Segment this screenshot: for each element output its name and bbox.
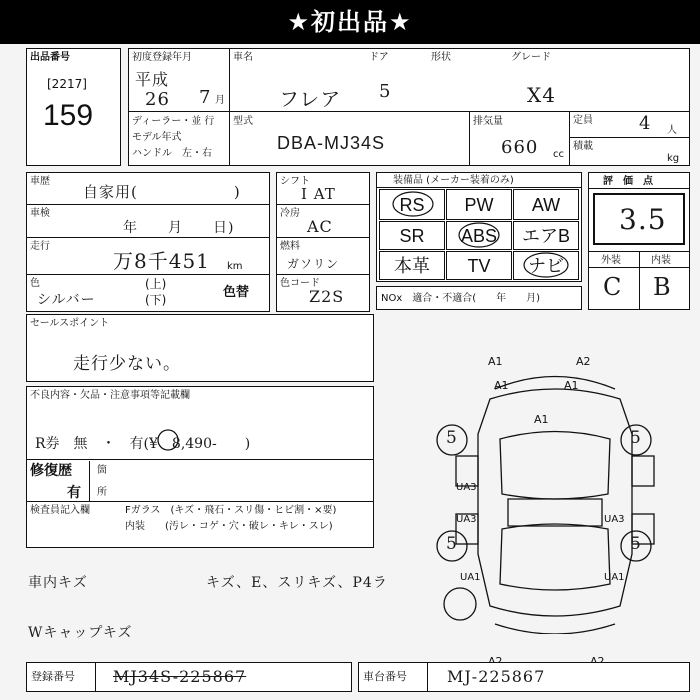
color-code-label: 色コード bbox=[280, 278, 320, 289]
banner-title: ★初出品★ bbox=[0, 0, 700, 44]
spec-box bbox=[276, 172, 370, 312]
defects-box bbox=[26, 386, 374, 548]
grade-value: X4 bbox=[527, 83, 556, 107]
capacity-label: 定員 bbox=[573, 115, 593, 126]
lot-label: 出品番号 bbox=[30, 52, 70, 63]
inspector-glass: Fガラス (キズ・飛石・スリ傷・ヒビ割・×要) bbox=[125, 505, 337, 516]
equip-airbag: エアB bbox=[521, 226, 570, 246]
displacement-value: 660 bbox=[501, 137, 539, 158]
auction-sheet bbox=[0, 44, 700, 700]
score-label: 評 価 点 bbox=[603, 176, 653, 187]
equip-tv: TV bbox=[467, 256, 491, 276]
equip-leather: 本革 bbox=[394, 256, 430, 276]
map-mark-2: A2 bbox=[576, 355, 591, 368]
equip-aw: AW bbox=[531, 195, 561, 215]
map-mark-10: UA3 bbox=[604, 514, 625, 525]
handle-label: ハンドル 左・右 bbox=[132, 148, 212, 159]
history-value: 自家用( ) bbox=[83, 183, 241, 201]
map-mark-3: A1 bbox=[494, 379, 509, 392]
sales-point-box bbox=[26, 314, 374, 382]
exterior-grade: C bbox=[603, 273, 623, 301]
color-down: (下) bbox=[145, 293, 167, 307]
history-box bbox=[26, 172, 270, 312]
interior-grade: B bbox=[653, 273, 672, 301]
map-mark-8: UA3 bbox=[456, 482, 477, 493]
reg-month-unit: 月 bbox=[215, 95, 225, 106]
note-line-1: 車内キズ bbox=[28, 575, 88, 591]
color-label: 色 bbox=[30, 278, 40, 289]
grade-label: グレード bbox=[511, 52, 551, 63]
inspector-label: 検査員記入欄 bbox=[30, 505, 90, 516]
chassis-label: 車台番号 bbox=[363, 670, 407, 683]
nox-label: NOx 適合・不適合( 年 月) bbox=[381, 293, 541, 304]
wheel-front-left: 5 bbox=[446, 428, 458, 448]
shift-label: シフト bbox=[280, 176, 310, 187]
fuel-label: 燃料 bbox=[280, 241, 300, 252]
map-mark-1: A1 bbox=[488, 355, 503, 368]
car-name-label: 車名 bbox=[233, 52, 253, 63]
sales-point-label: セールスポイント bbox=[30, 318, 110, 329]
color-value: シルバー bbox=[37, 292, 96, 308]
reg-number-label: 登録番号 bbox=[31, 670, 75, 683]
equip-pw: PW bbox=[464, 195, 494, 215]
load-label: 積載 bbox=[573, 141, 593, 152]
history-label: 車歴 bbox=[30, 176, 50, 187]
mileage-unit: km bbox=[227, 261, 243, 272]
repair-label: 修復歴 bbox=[30, 463, 72, 479]
reg-year: 26 bbox=[145, 89, 170, 110]
reg-number-value: MJ34S-225867 bbox=[113, 667, 247, 686]
nox-box bbox=[376, 286, 582, 310]
capacity-unit: 人 bbox=[667, 125, 677, 136]
equip-navi: ナビ bbox=[528, 256, 564, 276]
repair-option-1: 箇 bbox=[97, 465, 107, 476]
capacity-value: 4 bbox=[639, 113, 652, 134]
map-mark-12: UA1 bbox=[604, 572, 625, 583]
map-mark-5: A1 bbox=[564, 379, 579, 392]
map-mark-11: UA1 bbox=[460, 572, 481, 583]
map-mark-4: A1 bbox=[534, 413, 549, 426]
wheel-rear-right: 5 bbox=[630, 534, 642, 554]
inspection-label: 車検 bbox=[30, 208, 50, 219]
repair-option-2: 所 bbox=[97, 487, 107, 498]
type-value: DBA-MJ34S bbox=[277, 133, 386, 153]
chassis-box bbox=[358, 662, 690, 692]
note-line-2: Wキャップキズ bbox=[28, 625, 133, 641]
reg-number-box bbox=[26, 662, 352, 692]
equipment-box bbox=[376, 172, 582, 282]
color-code-value: Z2S bbox=[309, 287, 345, 306]
model-year-label: モデル年式 bbox=[132, 132, 182, 143]
note-line-1b: キズ、E、スリキズ、P4ラ bbox=[206, 575, 388, 591]
equip-sr: SR bbox=[399, 226, 425, 246]
ac-label: 冷房 bbox=[280, 208, 300, 219]
inspection-value: 年 月 日) bbox=[123, 220, 235, 236]
inspector-interior: 内装 (汚レ・コゲ・穴・破レ・キレ・スレ) bbox=[125, 521, 333, 532]
repair-value: 有 bbox=[67, 485, 81, 501]
type-label: 型式 bbox=[233, 116, 253, 127]
wheel-front-right: 5 bbox=[630, 428, 642, 448]
equip-abs: ABS bbox=[460, 226, 498, 246]
color-up: (上) bbox=[145, 277, 167, 291]
interior-label: 内装 bbox=[651, 255, 671, 266]
load-unit: kg bbox=[667, 153, 680, 164]
mileage-value: 万8千451 bbox=[113, 249, 210, 273]
score-value: 3.5 bbox=[619, 203, 667, 236]
lot-code: [2217] bbox=[47, 77, 87, 91]
wheel-rear-left: 5 bbox=[446, 534, 458, 554]
mileage-label: 走行 bbox=[30, 241, 50, 252]
ac-value: AC bbox=[307, 217, 333, 236]
lot-box bbox=[26, 48, 121, 166]
reg-month: 7 bbox=[199, 87, 212, 108]
vehicle-info-box bbox=[128, 48, 690, 166]
reg-date-label: 初度登録年月 bbox=[132, 52, 192, 63]
equip-rs: RS bbox=[399, 195, 425, 215]
equipment-title: 装備品 (メーカー装着のみ) bbox=[393, 175, 514, 186]
door-label: ドア bbox=[369, 52, 389, 63]
lot-number: 159 bbox=[43, 99, 94, 132]
displacement-label: 排気量 bbox=[473, 116, 503, 127]
sales-point-text: 走行少ない。 bbox=[73, 354, 181, 374]
exterior-label: 外装 bbox=[601, 255, 621, 266]
shift-value: I AT bbox=[301, 185, 336, 203]
displacement-unit: cc bbox=[553, 149, 564, 160]
shape-label: 形状 bbox=[431, 52, 451, 63]
defects-label: 不良内容・欠品・注意事項等記載欄 bbox=[30, 390, 190, 401]
equipment-circles bbox=[377, 173, 583, 283]
recycle-fee: R券 無 ・ 有(¥ 8,490- ) bbox=[35, 436, 251, 452]
chassis-value: MJ-225867 bbox=[447, 667, 546, 686]
car-name: フレア bbox=[279, 87, 342, 111]
map-mark-9: UA3 bbox=[456, 514, 477, 525]
score-box bbox=[588, 172, 690, 310]
fuel-value: ガソリン bbox=[287, 257, 340, 271]
reg-era: 平成 bbox=[135, 70, 170, 89]
door-count: 5 bbox=[379, 81, 392, 102]
dealer-label: ディーラー・並 行 bbox=[132, 116, 215, 127]
color-change-label: 色替 bbox=[223, 285, 250, 300]
